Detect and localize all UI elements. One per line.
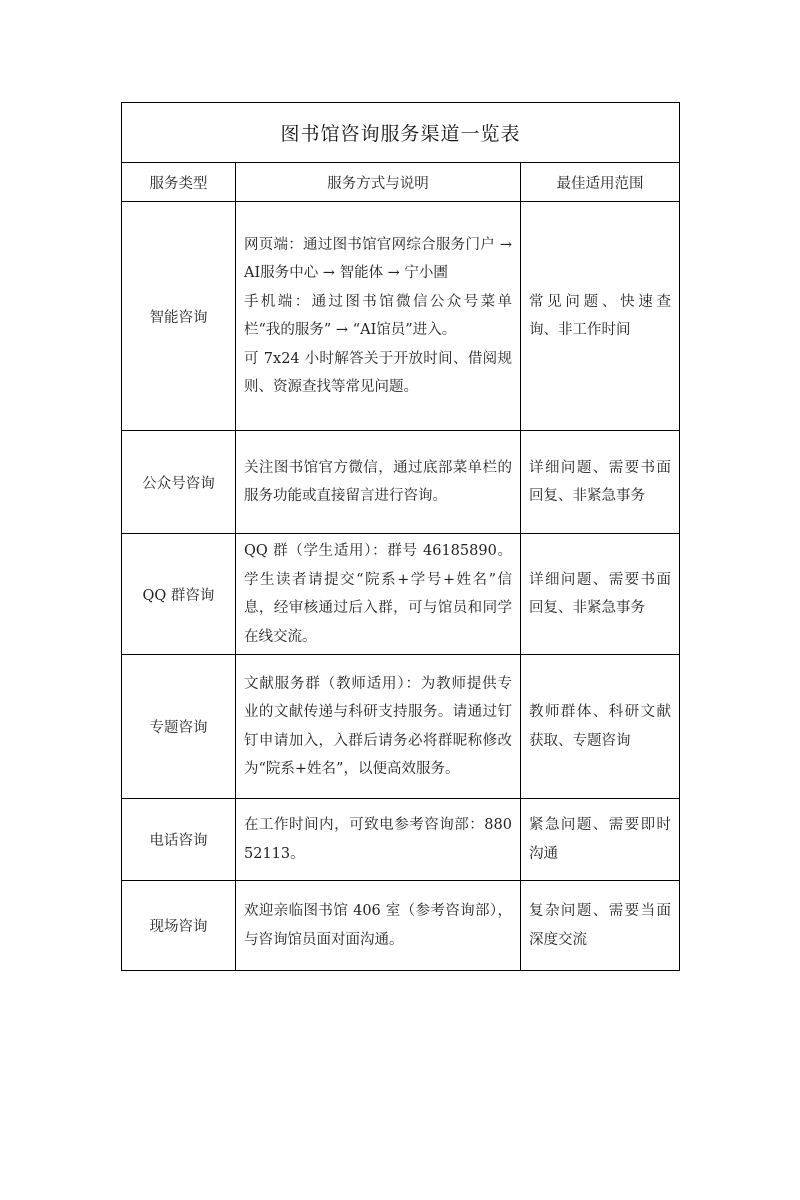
row-type: 智能咨询 (122, 202, 236, 431)
header-row (122, 163, 680, 202)
table-row (122, 881, 680, 971)
consultation-channels-table (121, 102, 680, 971)
row-scope: 详细问题、需要书面回复、非紧急事务 (521, 534, 680, 655)
header-best-scope: 最佳适用范围 (521, 163, 680, 202)
row-description (236, 431, 521, 534)
description-line: 在工作时间内，可致电参考咨询部：88052113。 (244, 817, 512, 862)
row-description (236, 881, 521, 971)
table-row (122, 202, 680, 431)
description-line: 文献服务群（教师适用）：为教师提供专业的文献传递与科研支持服务。请通过钉钉申请加入，入群后请务必将群昵称修改为“院系+姓名”，以便高效服务。 (244, 675, 512, 777)
row-scope: 紧急问题、需要即时沟通 (521, 799, 680, 881)
table-row (122, 799, 680, 881)
table-row (122, 534, 680, 655)
description-line: 欢迎亲临图书馆 406 室（参考咨询部），与咨询馆员面对面沟通。 (244, 903, 512, 948)
row-type: 电话咨询 (122, 799, 236, 881)
row-type: 现场咨询 (122, 881, 236, 971)
header-method-description: 服务方式与说明 (236, 163, 521, 202)
row-scope: 教师群体、科研文献获取、专题咨询 (521, 655, 680, 799)
row-type: 公众号咨询 (122, 431, 236, 534)
row-scope: 常见问题、快速查询、非工作时间 (521, 202, 680, 431)
row-scope: 复杂问题、需要当面深度交流 (521, 881, 680, 971)
table-row (122, 431, 680, 534)
description-line: 手机端：通过图书馆微信公众号菜单栏“我的服务” → “AI馆员”进入。 (244, 293, 512, 338)
row-description (236, 799, 521, 881)
table-title: 图书馆咨询服务渠道一览表 (122, 103, 680, 163)
row-description (236, 655, 521, 799)
description-line: 关注图书馆官方微信，通过底部菜单栏的服务功能或直接留言进行咨询。 (244, 459, 512, 504)
table-row (122, 655, 680, 799)
row-description (236, 534, 521, 655)
title-row (122, 103, 680, 163)
description-line: 可 7x24 小时解答关于开放时间、借阅规则、资源查找等常见问题。 (244, 350, 512, 395)
description-line: 网页端：通过图书馆官网综合服务门户 → AI服务中心 → 智能体 → 宁小圕 (244, 236, 512, 281)
row-scope: 详细问题、需要书面回复、非紧急事务 (521, 431, 680, 534)
row-type: QQ 群咨询 (122, 534, 236, 655)
description-line: QQ 群（学生适用）：群号 46185890。学生读者请提交“院系+学号+姓名”信息，经审核通过后入群，可与馆员和同学在线交流。 (244, 543, 512, 645)
header-service-type: 服务类型 (122, 163, 236, 202)
row-type: 专题咨询 (122, 655, 236, 799)
row-description (236, 202, 521, 431)
